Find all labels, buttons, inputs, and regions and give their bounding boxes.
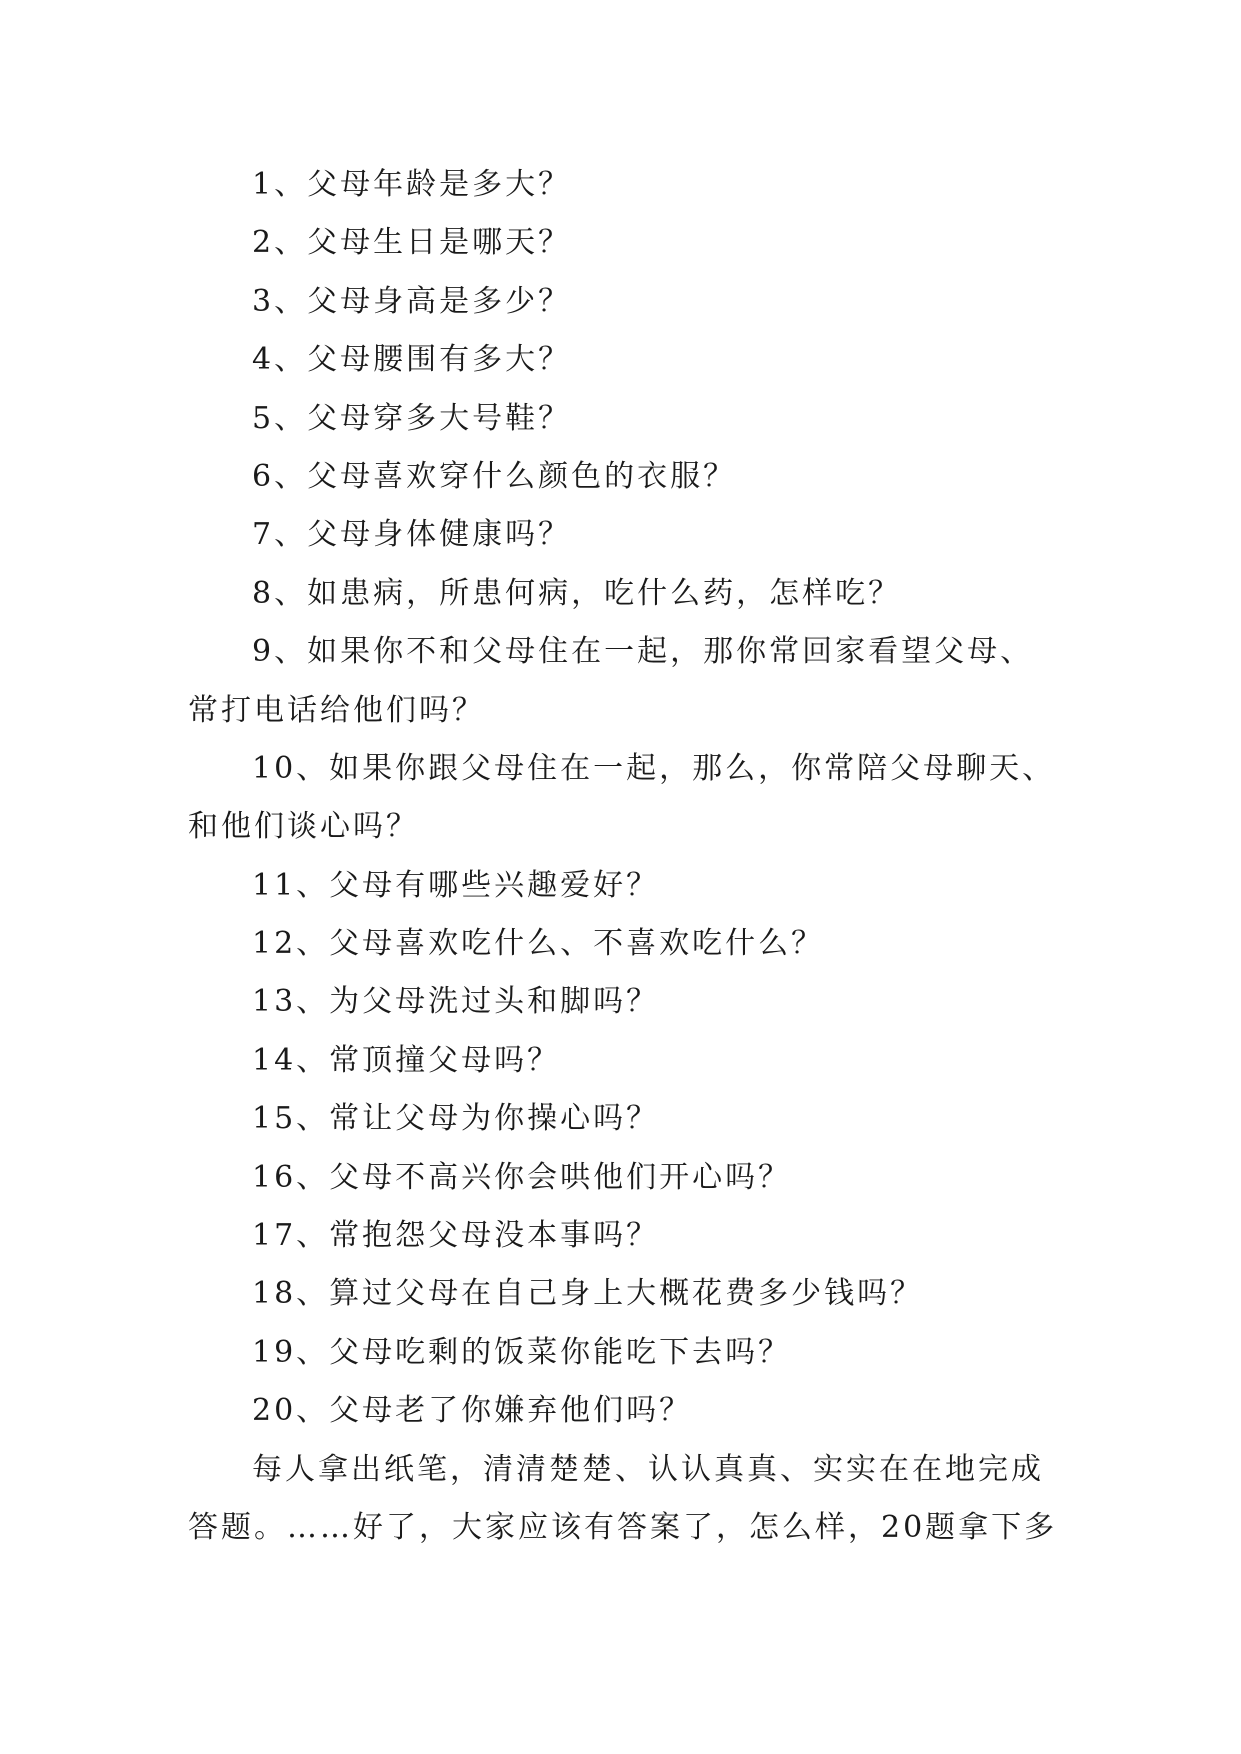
question-2: 2、父母生日是哪天？ (252, 225, 572, 261)
question-11: 11、父母有哪些兴趣爱好？ (252, 867, 660, 903)
question-5: 5、父母穿多大号鞋？ (252, 400, 572, 436)
question-14: 14、常顶撞父母吗？ (252, 1042, 561, 1078)
question-8: 8、如患病，所患何病，吃什么药，怎样吃？ (252, 575, 902, 611)
question-9-continued: 常打电话给他们吗？ (188, 692, 485, 728)
question-1: 1、父母年龄是多大？ (252, 167, 572, 202)
question-18: 18、算过父母在自己身上大概花费多少钱吗？ (252, 1276, 924, 1312)
closing-paragraph-line-2: 答题。……好了，大家应该有答案了，怎么样，20题拿下多 (188, 1509, 1058, 1545)
question-7: 7、父母身体健康吗？ (252, 517, 572, 553)
question-4: 4、父母腰围有多大？ (252, 342, 572, 378)
question-15: 15、常让父母为你操心吗？ (252, 1101, 660, 1137)
document-body (188, 156, 1068, 1557)
question-13: 13、为父母洗过头和脚吗？ (252, 984, 660, 1020)
question-16: 16、父母不高兴你会哄他们开心吗？ (252, 1159, 792, 1195)
question-10-continued: 和他们谈心吗？ (188, 809, 419, 845)
question-10: 10、如果你跟父母住在一起，那么，你常陪父母聊天、 (252, 750, 1056, 786)
question-12: 12、父母喜欢吃什么、不喜欢吃什么？ (252, 926, 825, 962)
question-9: 9、如果你不和父母住在一起，那你常回家看望父母、 (252, 634, 1034, 670)
question-20: 20、父母老了你嫌弃他们吗？ (252, 1393, 693, 1429)
question-6: 6、父母喜欢穿什么颜色的衣服？ (252, 458, 737, 494)
closing-paragraph-line-1: 每人拿出纸笔，清清楚楚、认认真真、实实在在地完成 (252, 1451, 1044, 1487)
question-17: 17、常抱怨父母没本事吗？ (252, 1218, 660, 1254)
question-3: 3、父母身高是多少？ (252, 283, 572, 319)
question-19: 19、父母吃剩的饭菜你能吃下去吗？ (252, 1334, 792, 1370)
